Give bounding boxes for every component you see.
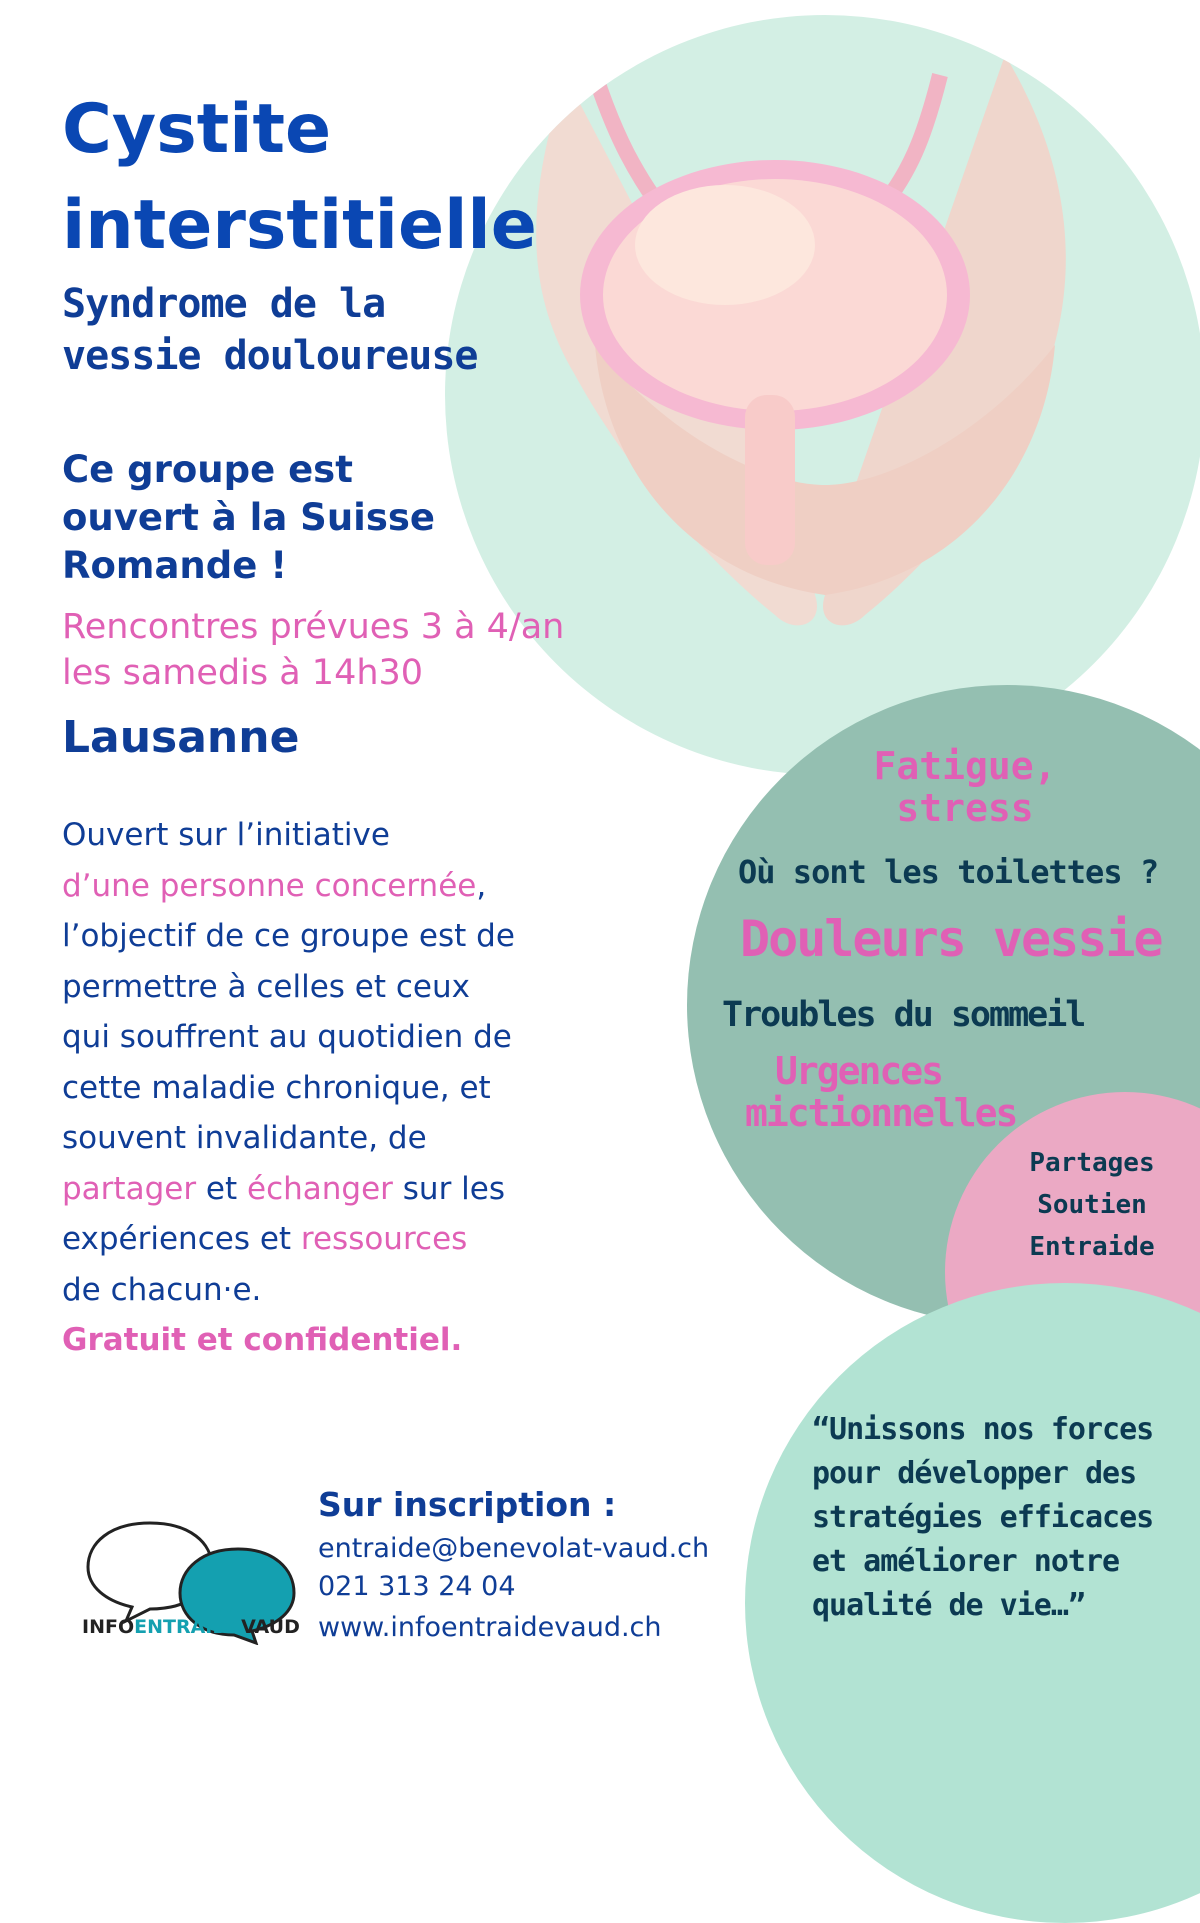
description-line: souvent invalidante, de xyxy=(62,1120,427,1156)
symptom-sleep: Troubles du sommeil xyxy=(722,995,1085,1035)
support-list xyxy=(1012,1142,1172,1268)
logo-part-vaud: VAUD xyxy=(241,1616,300,1638)
support-item: Soutien xyxy=(1037,1190,1147,1220)
quote-line: stratégies efficaces xyxy=(812,1500,1154,1535)
urgency-line-2: mictionnelles xyxy=(745,1091,1017,1135)
website-link[interactable]: www.infoentraidevaud.ch xyxy=(318,1612,662,1643)
text: , xyxy=(476,867,487,904)
quote-line: “Unissons nos forces xyxy=(812,1412,1154,1447)
inscription-title: Sur inscription : xyxy=(318,1485,617,1524)
highlight-text: d’une personne concernée xyxy=(62,867,477,904)
open-line-3: Romande ! xyxy=(62,544,288,587)
urgency-line-1: Urgences xyxy=(775,1049,943,1093)
description-line xyxy=(62,1214,622,1265)
highlight-text: partager xyxy=(62,1170,197,1207)
description-line: de chacun·e. xyxy=(62,1271,262,1308)
fatigue-line-1: Fatigue, xyxy=(873,744,1057,788)
support-item: Partages xyxy=(1029,1148,1155,1178)
description-line: cette maladie chronique, et xyxy=(62,1069,491,1106)
page-title xyxy=(62,82,537,274)
email-link[interactable]: entraide@benevolat-vaud.ch xyxy=(318,1533,710,1564)
title-line-1: Cystite xyxy=(62,90,332,169)
group-open-heading xyxy=(62,446,435,590)
highlight-text: échanger xyxy=(247,1170,393,1207)
meetings-schedule xyxy=(62,604,564,696)
logo-part-entraide: ENTRAIDE xyxy=(134,1616,242,1638)
support-item: Entraide xyxy=(1029,1232,1155,1262)
phone-link[interactable]: 021 313 24 04 xyxy=(318,1571,516,1602)
description-line: qui souffrent au quotidien de xyxy=(62,1019,512,1055)
quote xyxy=(812,1408,1182,1628)
description-line xyxy=(62,1164,622,1215)
subtitle-line-2: vessie douloureuse xyxy=(62,333,478,379)
description-line xyxy=(62,861,622,912)
free-confidential: Gratuit et confidentiel. xyxy=(62,1322,463,1358)
title-line-2: interstitielle xyxy=(62,186,537,265)
subtitle-line-1: Syndrome de la xyxy=(62,281,386,327)
description-line: Ouvert sur l’initiative xyxy=(62,817,390,853)
logo-text xyxy=(82,1616,300,1638)
highlight-text: ressources xyxy=(300,1221,468,1257)
city: Lausanne xyxy=(62,712,300,763)
quote-line: pour développer des xyxy=(812,1456,1137,1491)
meetings-line-1: Rencontres prévues 3 à 4/an xyxy=(62,607,565,647)
logo-part-info: INFO xyxy=(82,1616,135,1638)
description-line: l’objectif de ce groupe est de xyxy=(62,918,515,954)
quote-line: et améliorer notre xyxy=(812,1544,1120,1579)
open-line-2: ouvert à la Suisse xyxy=(62,496,435,539)
text: expériences et xyxy=(62,1221,301,1257)
quote-line: qualité de vie…” xyxy=(812,1588,1085,1623)
description-line: permettre à celles et ceux xyxy=(62,968,470,1005)
description xyxy=(62,810,622,1366)
page-subtitle xyxy=(62,278,477,382)
symptom-pain: Douleurs vessie xyxy=(740,910,1162,968)
text: sur les xyxy=(392,1170,506,1207)
symptom-urgency xyxy=(745,1050,1016,1134)
text: et xyxy=(196,1170,248,1207)
fatigue-line-2: stress xyxy=(896,786,1034,830)
symptom-fatigue xyxy=(860,745,1070,829)
symptom-toilets: Où sont les toilettes ? xyxy=(738,853,1159,891)
meetings-line-2: les samedis à 14h30 xyxy=(62,653,424,693)
open-line-1: Ce groupe est xyxy=(62,448,353,491)
